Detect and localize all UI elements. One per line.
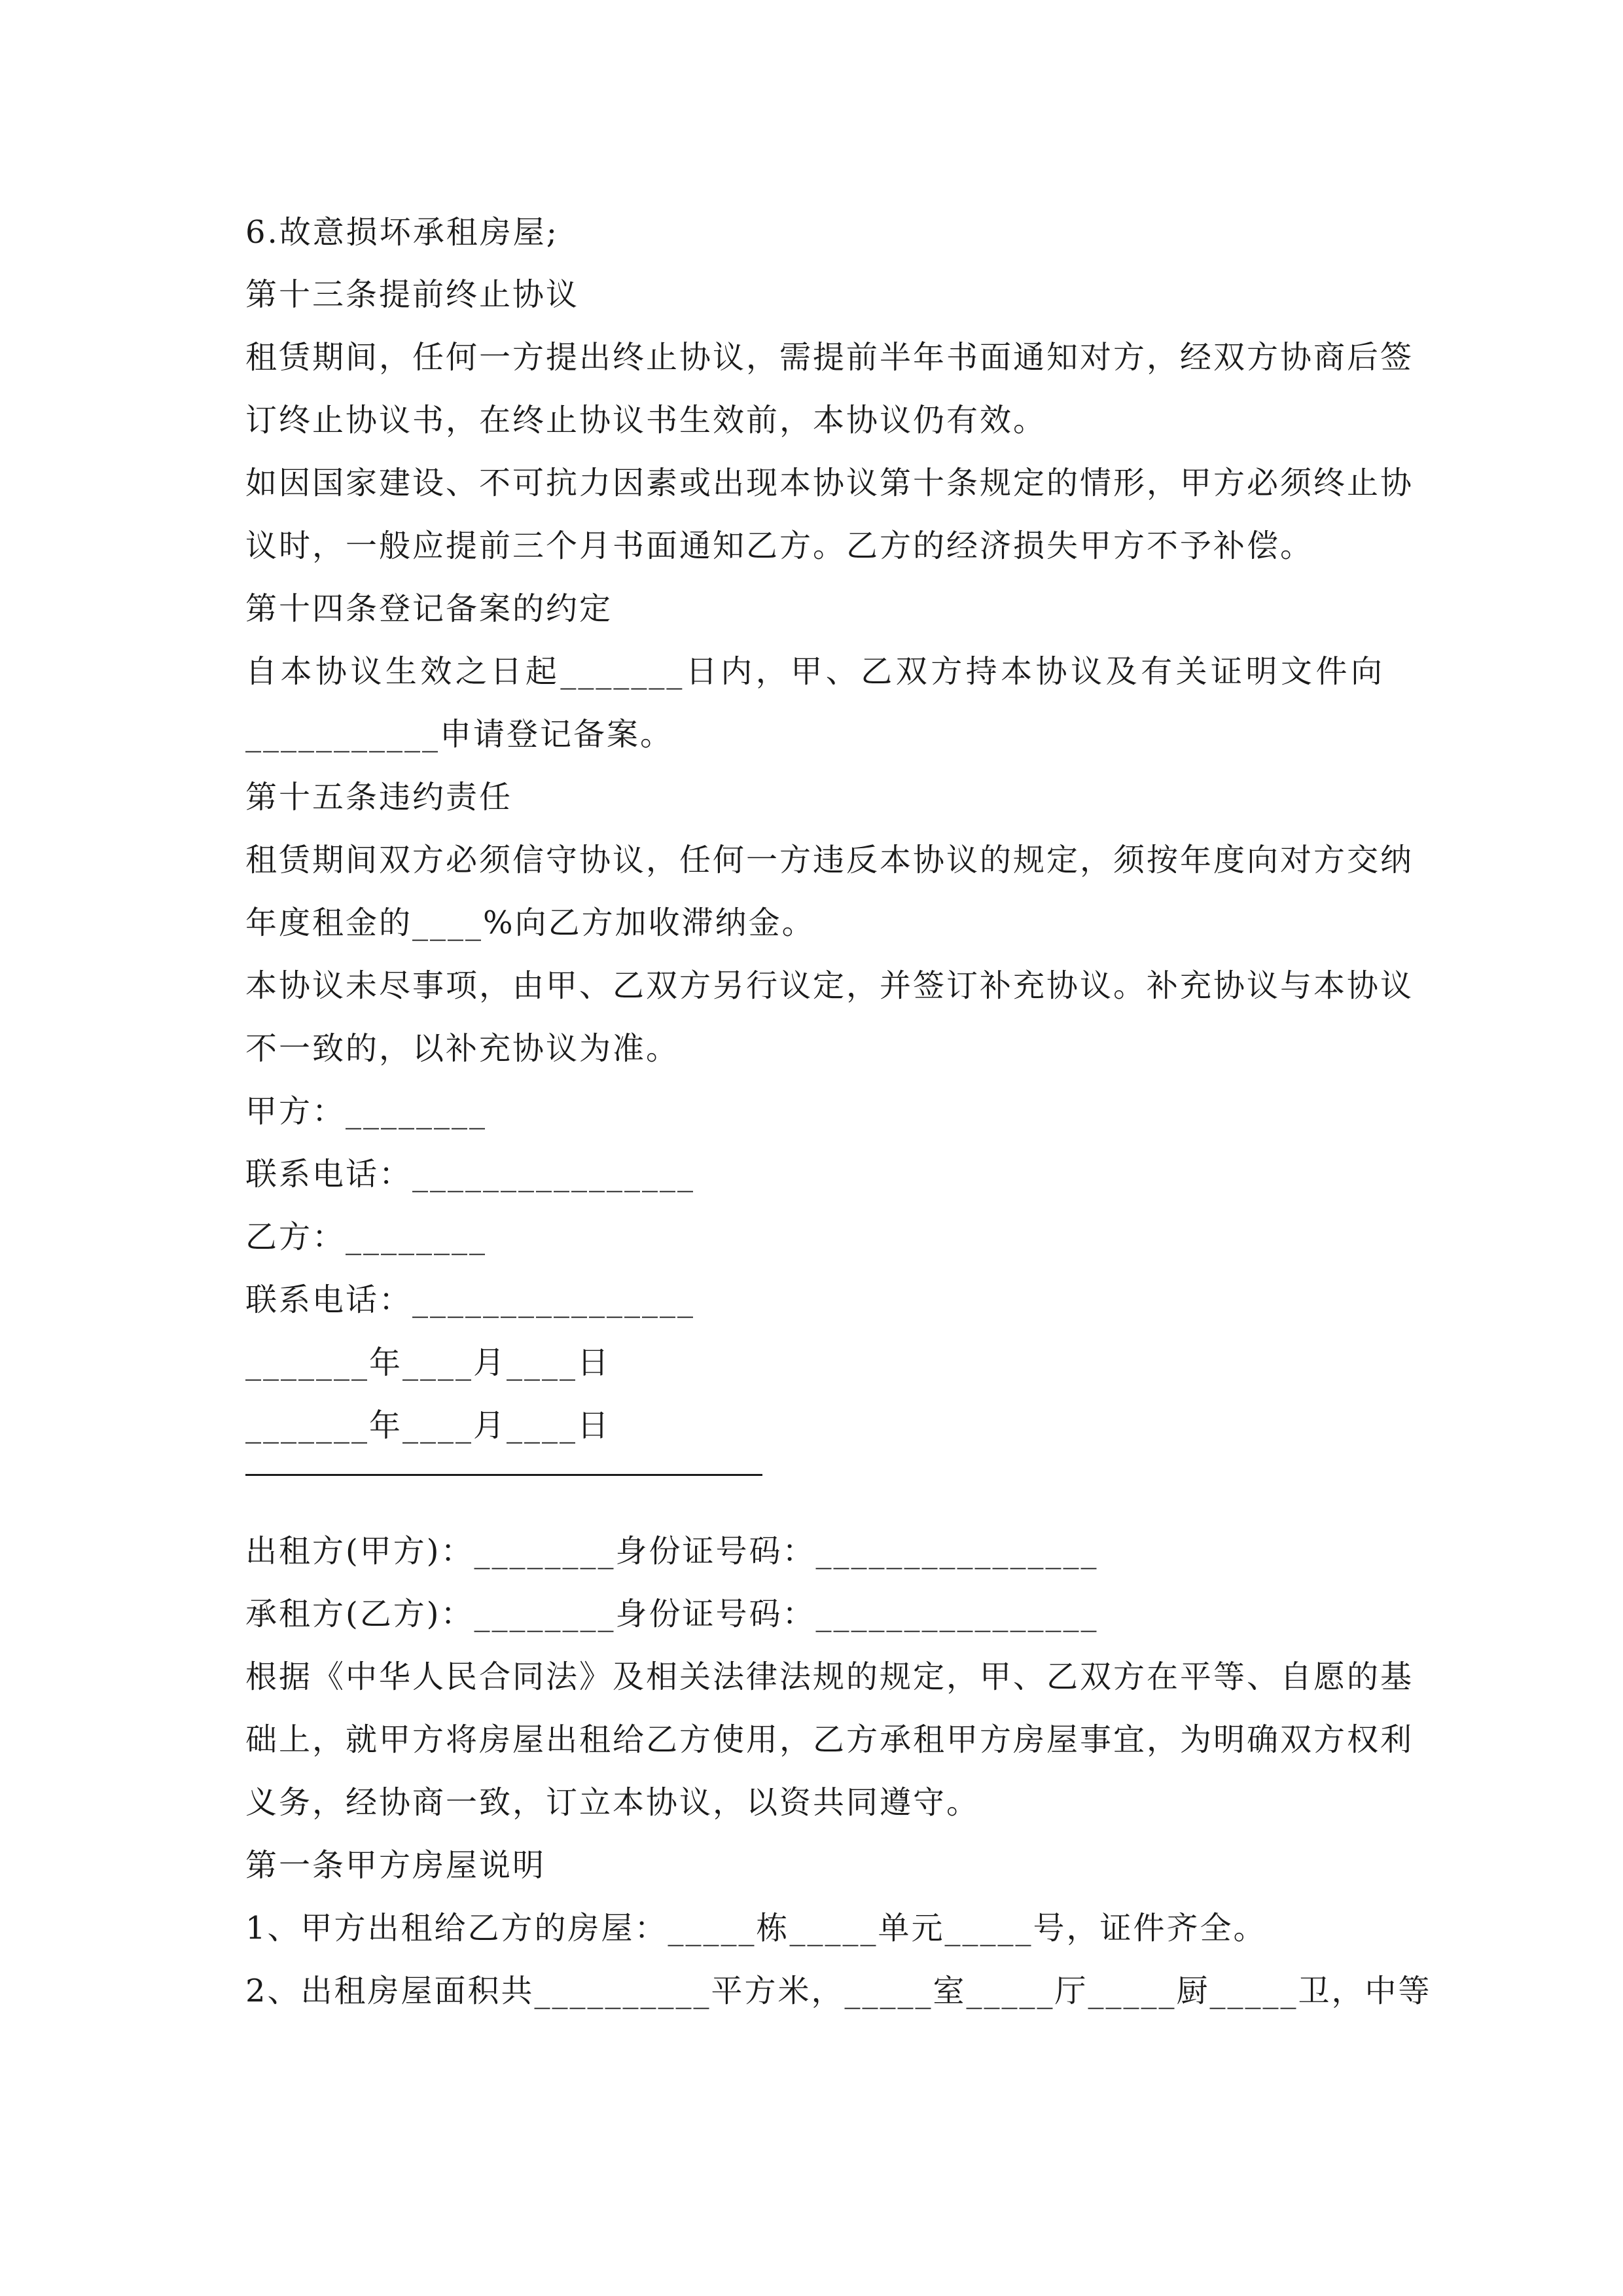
- text-line: 议时，一般应提前三个月书面通知乙方。乙方的经济损失甲方不予补偿。: [245, 528, 1314, 564]
- text-line: 根据《中华人民合同法》及相关法律法规的规定，甲、乙双方在平等、自愿的基: [245, 1659, 1414, 1695]
- text-line: 础上，就甲方将房屋出租给乙方使用，乙方承租甲方房屋事宜，为明确双方权利: [245, 1721, 1414, 1758]
- lessor-line: 出租方(甲方)：________身份证号码：________________: [245, 1533, 1099, 1570]
- section-heading: 第十五条违约责任: [245, 779, 513, 816]
- document-page: [245, 0, 1432, 2296]
- lessee-line: 承租方(乙方)：________身份证号码：________________: [245, 1596, 1099, 1632]
- text-line: 如因国家建设、不可抗力因素或出现本协议第十条规定的情形，甲方必须终止协: [245, 465, 1414, 501]
- text-line: 义务，经协商一致，订立本协议，以资共同遵守。: [245, 1784, 980, 1821]
- date-line: _______年____月____日: [245, 1344, 611, 1381]
- text-line: 2、出租房屋面积共__________平方米，_____室_____厅_____厨_____卫，中等: [245, 1973, 1432, 2009]
- text-line: 自本协议生效之日起_______日内，甲、乙双方持本协议及有关证明文件向: [245, 653, 1384, 690]
- text-line: 租赁期间双方必须信守协议，任何一方违反本协议的规定，须按年度向对方交纳: [245, 842, 1414, 878]
- text-line: 6.故意损坏承租房屋;: [245, 214, 559, 251]
- text-line: 订终止协议书，在终止协议书生效前，本协议仍有效。: [245, 402, 1047, 439]
- text-line: 租赁期间，任何一方提出终止协议，需提前半年书面通知对方，经双方协商后签: [245, 339, 1414, 376]
- contact-phone-a: 联系电话：________________: [245, 1156, 696, 1193]
- text-line: 本协议未尽事项，由甲、乙双方另行议定，并签订补充协议。补充协议与本协议: [245, 967, 1414, 1004]
- signature-party-a: 甲方：________: [245, 1093, 488, 1130]
- text-line: 1、甲方出租给乙方的房屋：_____栋_____单元_____号，证件齐全。: [245, 1910, 1267, 1946]
- text-line: 年度租金的____%向乙方加收滞纳金。: [245, 905, 815, 941]
- section-heading: 第十四条登记备案的约定: [245, 590, 613, 627]
- text-line: ___________申请登记备案。: [245, 716, 674, 753]
- section-heading: 第十三条提前终止协议: [245, 276, 580, 313]
- section-heading: 第一条甲方房屋说明: [245, 1847, 546, 1884]
- separator-rule: [245, 1474, 762, 1476]
- contact-phone-b: 联系电话：________________: [245, 1282, 696, 1318]
- text-line: 不一致的，以补充协议为准。: [245, 1030, 680, 1067]
- signature-party-b: 乙方：________: [245, 1219, 488, 1255]
- date-line: _______年____月____日: [245, 1407, 611, 1444]
